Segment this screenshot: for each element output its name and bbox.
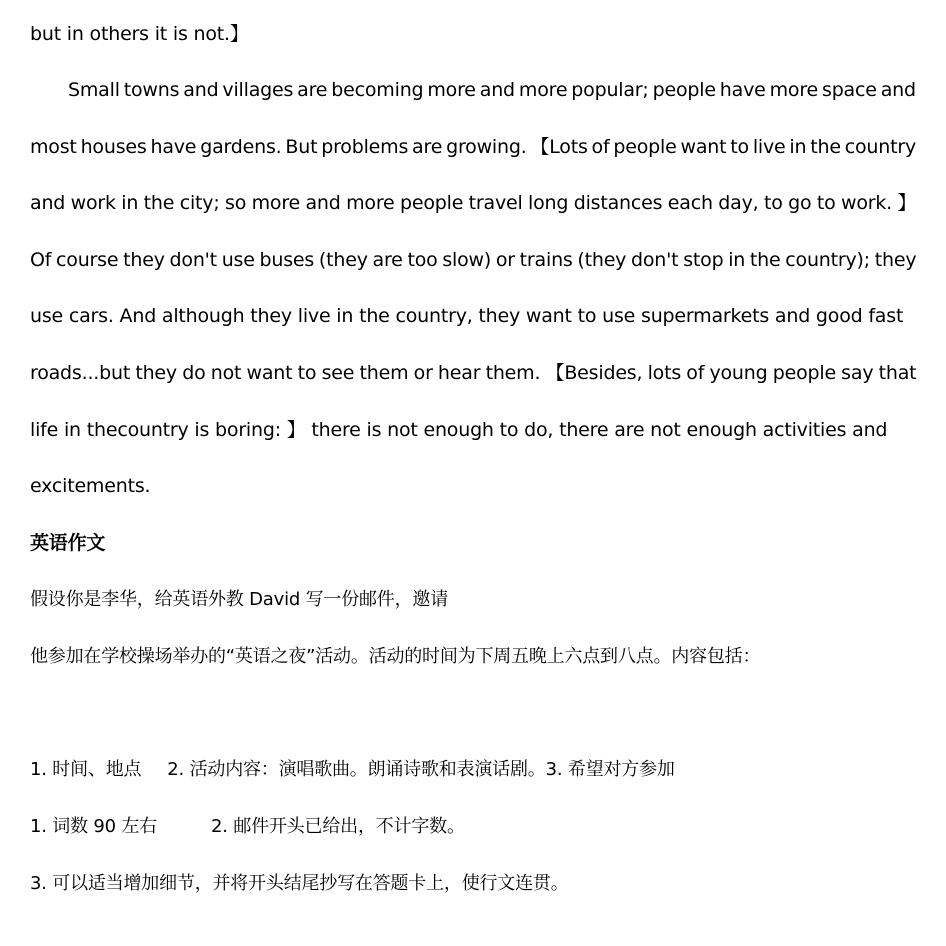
passage-line-2: Small towns and villages are becoming more and more popular; people have more space and — [68, 79, 916, 101]
passage-line-3: most houses have gardens. But problems are growing. 【Lots of people want to live in the country — [30, 136, 916, 158]
content-item-time-place: 1. 时间、地点 — [30, 759, 142, 780]
writing-prompt-line-2: 他参加在学校操场举办的“英语之夜”活动。活动的时间为下周五晚上六点到八点。内容包括： — [30, 646, 761, 667]
passage-line-7: roads...but they do not want to see them or hear them. 【Besides, lots of young people say that — [30, 362, 916, 384]
content-item-activities: 2. 活动内容：演唱歌曲。朗诵诗歌和表演话剧。 — [167, 759, 546, 780]
writing-prompt-line-1: 假设你是李华，给英语外教 David 写一份邮件，邀请 — [30, 589, 449, 610]
requirement-details: 3. 可以适当增加细节，并将开头结尾抄写在答题卡上，使行文连贯。 — [30, 873, 569, 894]
passage-line-4: and work in the city; so more and more people travel long distances each day, to go to work. 】 — [30, 192, 916, 214]
requirement-word-count: 1. 词数 90 左右 — [30, 816, 158, 837]
document-page — [30, 0, 916, 946]
passage-line-9: excitements. — [30, 475, 151, 497]
content-items-row — [30, 757, 916, 783]
passage-line-5: Of course they don't use buses (they are too slow) or trains (they don't stop in the country); they — [30, 249, 916, 271]
passage-line-8: life in thecountry is boring: 】 there is not enough to do, there are not enough activities and — [30, 419, 888, 441]
passage-line-1: but in others it is not.】 — [30, 23, 249, 45]
writing-heading: 英语作文 — [30, 532, 106, 554]
passage-line-6: use cars. And although they live in the country, they want to use supermarkets and good fast — [30, 305, 904, 327]
requirements-row — [30, 814, 916, 840]
requirement-email-opening: 2. 邮件开头已给出，不计字数。 — [211, 816, 465, 837]
content-item-hope-attend: 3. 希望对方参加 — [545, 759, 675, 780]
